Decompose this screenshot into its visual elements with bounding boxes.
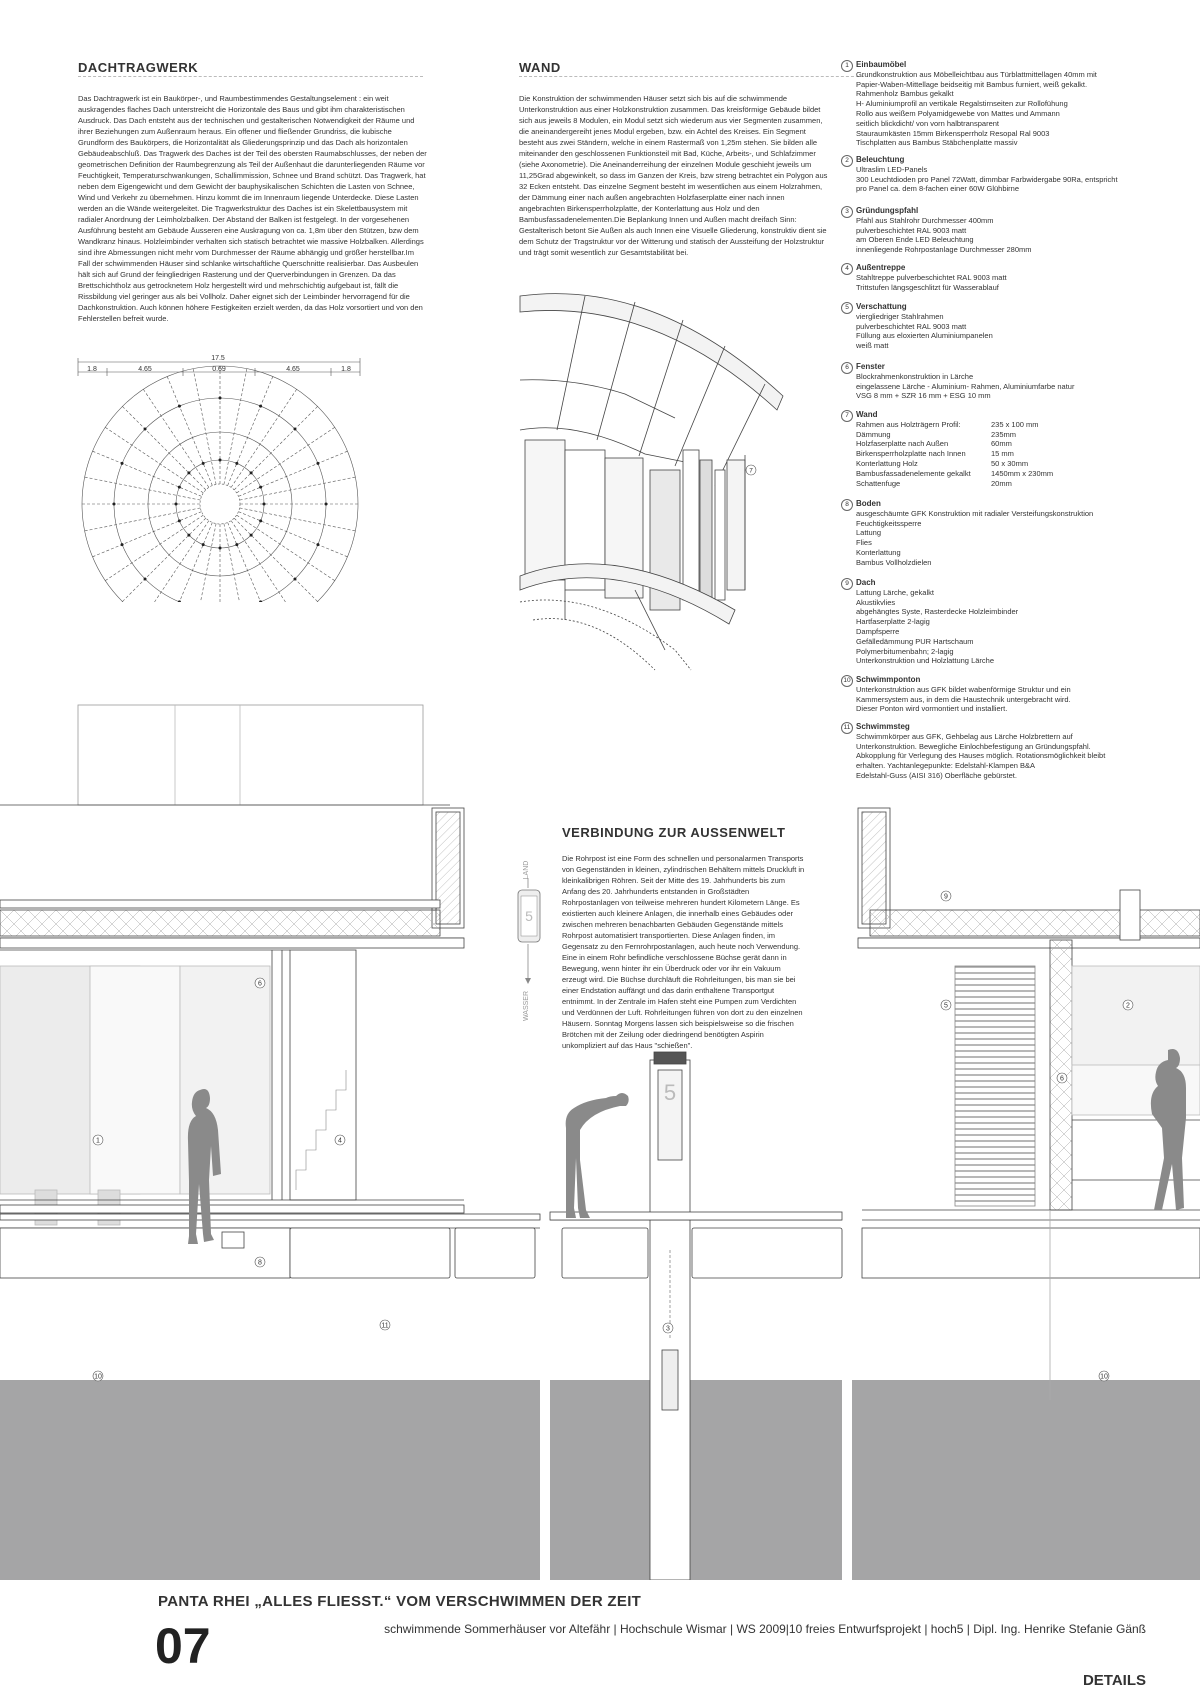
legend-number: 6 xyxy=(841,362,853,374)
label-6-right: 6 xyxy=(1060,1075,1064,1083)
dim-seg-3: 0.69 xyxy=(212,366,226,373)
legend-number: 8 xyxy=(841,499,853,511)
footer-title: PANTA RHEI „ALLES FLIESST.“ VOM VERSCHWIMMEN DER ZEIT xyxy=(158,1593,642,1610)
legend-item xyxy=(845,410,1156,488)
legend-line: Rollo aus weißem Polyamidgewebe von Mattes und Ammann xyxy=(856,108,1060,118)
dim-seg-2: 4.65 xyxy=(138,366,152,373)
legend-line: Polymerbitumenbahn; 2-lagig xyxy=(856,646,954,656)
dim-seg-5: 1.8 xyxy=(341,366,351,373)
legend-row-value: 15 mm xyxy=(991,449,1014,459)
legend-number: 9 xyxy=(841,578,853,590)
legend-title: Wand xyxy=(856,410,878,419)
legend-row-key: Birkensperrholzplatte nach Innen xyxy=(856,449,966,459)
land-label: LAND xyxy=(523,860,530,880)
legend-title: Schwimmsteg xyxy=(856,722,910,731)
legend-row xyxy=(856,430,1156,440)
legend-title: Fenster xyxy=(856,362,885,371)
axo-label-7: 7 xyxy=(749,467,753,475)
legend-number: 11 xyxy=(841,722,853,734)
legend-line: Dieser Ponton wird vormontiert und installiert. xyxy=(856,704,1008,714)
legend-line: Unterkonstruktion und Holzlattung Lärche xyxy=(856,656,994,666)
legend-line: Schwimmkörper aus GFK, Gehbelag aus Lärche Holzbrettern auf xyxy=(856,731,1073,741)
dachtragwerk-heading: DACHTRAGWERK xyxy=(78,60,199,75)
legend-row xyxy=(856,439,1156,449)
legend-line: Trittstufen längsgeschlitzt für Wasserablauf xyxy=(856,282,999,292)
roof-plan-diagram xyxy=(70,352,370,602)
legend-item xyxy=(845,263,1156,292)
legend-number: 10 xyxy=(841,675,853,687)
label-11: 11 xyxy=(381,1322,389,1330)
legend-line: VSG 8 mm + SZR 16 mm + ESG 10 mm xyxy=(856,391,991,401)
legend-row-value: 1450mm x 230mm xyxy=(991,468,1054,478)
legend-line: Lattung Lärche, gekalkt xyxy=(856,587,934,597)
label-3: 3 xyxy=(666,1325,670,1333)
page-number: 07 xyxy=(155,1618,211,1674)
legend-line: Füllung aus eloxierten Aluminiumpanelen xyxy=(856,331,993,341)
label-10-left: 10 xyxy=(94,1373,102,1381)
legend-title: Boden xyxy=(856,499,881,508)
legend-title: Beleuchtung xyxy=(856,155,905,164)
legend-row-value: 60mm xyxy=(991,439,1012,449)
legend-item xyxy=(845,578,1156,666)
legend-line: Akustikvlies xyxy=(856,597,896,607)
verbindung-heading: VERBINDUNG ZUR AUSSENWELT xyxy=(562,825,786,840)
legend-line: Grundkonstruktion aus Möbelleichtbau aus Türblattmittellagen 40mm mit xyxy=(856,69,1097,79)
label-5: 5 xyxy=(944,1002,948,1010)
legend-row-key: Holzfaserplatte nach Außen xyxy=(856,439,949,449)
section-drawing xyxy=(0,700,1200,1580)
water-area xyxy=(0,1380,1200,1580)
legend-row xyxy=(856,420,1156,430)
legend-row xyxy=(856,469,1156,479)
legend-title: Gründungspfahl xyxy=(856,206,919,215)
legend-line: H- Aluminiumprofil an vertikale Regalstirnseiten zur Rollofühung xyxy=(856,99,1068,109)
legend-line: abgehängtes Syste, Rasterdecke Holzleimbinder xyxy=(856,607,1019,617)
legend-line: Feuchtigkeitssperre xyxy=(856,518,922,528)
legend-row xyxy=(856,459,1156,469)
legend-number: 4 xyxy=(841,263,853,275)
legend-number: 2 xyxy=(841,155,853,167)
legend-row-value: 235mm xyxy=(991,429,1017,439)
wand-heading: WAND xyxy=(519,60,561,75)
legend-row-value: 50 x 30mm xyxy=(991,458,1029,468)
dachtragwerk-text: Das Dachtragwerk ist ein Baukörper-, und Raumbestimmendes Gestaltungselement : ein weit auskragendes flaches Dach unterstreicht die Horizontale des Baus und gibt ihm charakteristischen Ausdruck. Das Dach entsteht aus der technischen und gestalterischen Notwendigkeit der Räume und ihrer Beziehungen zum Außenraum heraus. Ein offener und fließender Grundriss, die kubische Grundform des Baukörpers, die Horizontalität als Gliederungsprinzip und das Dach als horizontalen Gebäudeabschluß. Das Tragwerk des Daches ist der Teil des obersten Raumabschlusses, der neben der geometrischen Definition der Raumbegrenzung als Teil der Außenhaut die darunterliegenden Räume vor Feuchtigkeit, Temperaturschwankungen, Schallimmission, Schnee und Brand schützt. Das Tragwerk, hat neben dem Eigengewicht und dem Gewicht der bauphysikalischen Schichten die Lasten von Schnee, Wind und Verkehr zu übernehmen. Hinzu kommt die im Innenraum liegende Unterdecke. Diese Lasten werden an die Wände weitergeleitet. Die Tragwerkstruktur des Daches ist ein Skelettbausystem mit radialer Anordnung der Leimholzbalken. Der Abstand der Balken ist festgelegt. In der vorgesehenen Ausführung besteht am Gebäude Äusseren eine Auskragung von ca. 1,8m über den Stützen, bzw dem Wandkranz hinaus. Holzleimbinder verhalten sich statisch betrachtet wie massive Holzbalken. Allerdings sind ihre Abmessungen nicht mehr vom Durchmesser der Räume abhängig und größer herstellbar.Im Fall der schwimmenden Häuser sind schlanke wirtschaftliche Querschnitte realisierbar. Das Ausbeulen hält sich auf Grund der feingliedrigen Rasterung und der Querverbindungen in Grenzen. Da das Brettschichtholz aus getrocknetem Holz hergestellt wird und mehrschichtig aufgebaut ist, fällt die Rissbildung viel geringer aus als bei Vollholz. Daher eignet sich der Leimbinder hervorragend für die Dachkonstruktion. Auch können höhere Festigkeiten erzielt werden, da das Holz vorsortiert und von den Fehlerstellen befreit wurde. xyxy=(78,94,427,323)
heading-rule xyxy=(519,76,864,77)
dim-seg-1: 1.8 xyxy=(87,366,97,373)
legend-line: pro Panel ca. dem 8-fachen einer 60W Glühbirne xyxy=(856,184,1020,194)
legend-title: Schwimmponton xyxy=(856,675,921,684)
legend-row xyxy=(856,479,1156,489)
legend-row-key: Konterlattung Holz xyxy=(856,458,918,468)
legend-title: Einbaumöbel xyxy=(856,60,907,69)
legend-item xyxy=(845,155,1156,194)
label-6-left: 6 xyxy=(258,980,262,988)
dim-seg-4: 4.65 xyxy=(286,366,300,373)
person-silhouette xyxy=(1151,1049,1186,1210)
person-silhouette xyxy=(566,1093,629,1218)
legend-line: Gefälledämmung PUR Hartschaum xyxy=(856,636,974,646)
legend-line: Stahltreppe pulverbeschichtet RAL 9003 matt xyxy=(856,272,1007,282)
legend-line: innenliegende Rohrpostanlage Durchmesser 280mm xyxy=(856,245,1032,255)
legend-line: Edelstahl-Guss (AISI 316) Oberfläche gebürstet. xyxy=(856,770,1017,780)
legend-line: Unterkonstruktion aus GFK bildet wabenförmige Struktur und ein xyxy=(856,684,1071,694)
legend-item xyxy=(845,60,1156,148)
legend-line: 300 Leuchtdioden pro Panel 72Watt, dimmbar Farbwidergabe 90Ra, entspricht xyxy=(856,174,1118,184)
legend-line: viergliedriger Stahlrahmen xyxy=(856,311,944,321)
legend-line: Pfahl aus Stahlrohr Durchmesser 400mm xyxy=(856,215,994,225)
legend-line: Abkopplung für Verlegung des Hauses möglich. Rotationsmöglichkeit bleibt xyxy=(856,751,1106,761)
legend-row-key: Bambusfassadenelemente gekalkt xyxy=(856,468,971,478)
legend-title: Verschattung xyxy=(856,302,907,311)
legend-line: pulverbeschichtet RAL 9003 matt xyxy=(856,225,967,235)
heading-rule xyxy=(78,76,423,77)
wand-text: Die Konstruktion der schwimmenden Häuser setzt sich bis auf die schwimmende Unterkonstruktion aus einer Holzkonstruktion zusammen. Das kreisförmige Gebäude bildet sich aus jeweils 8 Modulen, ein Modul setzt sich wiederum aus vier Segmenten zusammen, die aneinandergereiht jenes Modul ergeben, bzw. ein Achtel des Kreises. Ein Segment besteht aus zwei Ständern, welche in einem Rastermaß von 1,25m stehen. Sie bilden alle miteinander den geschlossenen Funktionsteil mit Bad, Küche, Arbeits-, und Schlafzimmer (siehe Axonometrie). Die Aneinanderreihung der einzelnen Module geschieht jeweils um 11,25Grad abgewinkelt, so dass im Ganzen der Kreis, bzw streng betrachtet ein Polygon aus 32 Ecken entsteht. Das einzelne Segment besteht im wesentlichen aus einem Holzrahmen, der Dämmung einer nach außen angebrachten Holzfaserplatte einer nach innen angebrachten Birkensperrholzplatte, der Konterlattung aus Holz und den Bambusfassadenelementen.Die Beplankung Innen und Außen macht dreifach Sinn: Gestalterisch betont Sie Außen als auch Innen eine Visuelle Gliederung, konstruktiv dient sie dem Schutz der Tragstruktur vor der Witterung und statisch der Aussteifung der Holzstruktur und trägt somit wesentlich zur Gesamtstabilität bei. xyxy=(519,94,828,257)
legend-line: eingelassene Lärche - Aluminium- Rahmen, Aluminiumfarbe natur xyxy=(856,381,1075,391)
legend-number: 1 xyxy=(841,60,853,72)
legend-line: Tischplatten aus Bambus Stäbchenplatte massiv xyxy=(856,138,1018,148)
legend-line: Rahmenholz Bambus gekalkt xyxy=(856,89,954,99)
legend-row-key: Rahmen aus Holzträgern Profil: xyxy=(856,419,961,429)
legend-line: Papier-Waben-Mittellage beidseitig mit Bambus furniert, weiß gekalkt. xyxy=(856,79,1088,89)
wall-axonometry xyxy=(515,290,795,680)
legend-line: erhalten. Yachtanlegepunkte: Edelstahl-Klampen B&A xyxy=(856,761,1036,771)
legend-number: 7 xyxy=(841,410,853,422)
legend-line: Lattung xyxy=(856,528,882,538)
legend-row-value: 20mm xyxy=(991,478,1012,488)
legend-row-key: Dämmung xyxy=(856,429,891,439)
wasser-label: WASSER xyxy=(523,990,530,1022)
label-1: 1 xyxy=(96,1137,100,1145)
label-10-right: 10 xyxy=(1100,1373,1108,1381)
legend-line: pulverbeschichtet RAL 9003 matt xyxy=(856,321,967,331)
label-8: 8 xyxy=(258,1259,262,1267)
legend-item xyxy=(845,206,1156,255)
pillar-number: 5 xyxy=(663,1080,677,1105)
legend-line: Bambus Vollholzdielen xyxy=(856,557,932,567)
legend-row xyxy=(856,449,1156,459)
legend-item xyxy=(845,499,1156,568)
legend-title: Dach xyxy=(856,578,876,587)
legend-line: Unterkonstruktion. Bewegliche Einlochbefestigung an Gründungspfahl. xyxy=(856,741,1091,751)
legend-line: Stauraumkästen 15mm Birkensperrholz Resopal Ral 9003 xyxy=(856,128,1050,138)
legend-row-key: Schattenfuge xyxy=(856,478,901,488)
legend-number: 5 xyxy=(841,302,853,314)
roof-radial-grid xyxy=(82,366,358,602)
legend-row-value: 235 x 100 mm xyxy=(991,419,1039,429)
section-name: DETAILS xyxy=(1082,1672,1146,1689)
legend-line: ausgeschäumte GFK Konstruktion mit radialer Versteifungskonstruktion xyxy=(856,508,1094,518)
legend-line: Blockrahmenkonstruktion in Lärche xyxy=(856,371,974,381)
legend-line: Kammersystem aus, in dem die Haustechnik untergebracht wird. xyxy=(856,694,1071,704)
verbindung-text: Die Rohrpost ist eine Form des schnellen und personalarmen Transports von Gegenständen in kleinen, zylindrischen Behältern mittels Druckluft in kleinkalibrigen Röhren. Seit der Mitte des 19. Jahrhunderts bis zum Anfang des 20. Jahrhunderts entstanden in Großstädten Rohrpostanlagen von teilweise mehreren hundert Kilometern Länge. Es existierten auch kleinere Anlagen, die innerhalb eines Gebäudes oder zwischen mehreren benachbarten Gebäuden Gegenstände mittels Rohrpost automatisiert transportierten. Diese Anlagen finden, im Gegensatz zu den Fernrohrpostanlagen, auch heute noch Verwendung. Eine in einem Rohr befindliche verschlossene Büchse gerät dann in Bewegung, wenn hinter ihr ein Überdruck oder vor ihr ein Vakuum erzeugt wird. Die Büchse durchläuft die Rohrleitungen, bis man sie bei einer Endstation auffängt und das darin enthaltene Transportgut entnimmt. In der Zentrale im Hafen steht eine Pumpen zum Verdichten und Verdünnen der Luft. Rohrleitungen führen von dort zu den einzelnen Häusern. Sonntag Morgens lassen sich beispielsweise so die frischen Brötchen mit der Zeilung oder diedringend benötigten Aspirin unkompliziert auf das Haus "schießen". xyxy=(562,854,805,1050)
legend-title: Außentreppe xyxy=(856,263,906,272)
legend-line: Ultraslim LED-Panels xyxy=(856,164,928,174)
legend-line: Dampfsperre xyxy=(856,626,900,636)
legend-line: Hartfaserplatte 2-lagig xyxy=(856,617,930,627)
legend-line: weiß matt xyxy=(856,341,889,351)
legend-item xyxy=(845,362,1156,401)
label-2: 2 xyxy=(1126,1002,1130,1010)
label-9: 9 xyxy=(944,893,948,901)
legend-number: 3 xyxy=(841,206,853,218)
footer-subtitle: schwimmende Sommerhäuser vor Altefähr | Hochschule Wismar | WS 2009|10 freies Entwurfsprojekt | hoch5 | Dipl. Ing. Henrike Stefanie Gänß xyxy=(384,1622,1146,1636)
legend-line: Konterlattung xyxy=(856,547,901,557)
dim-total: 17.5 xyxy=(211,355,225,362)
legend-line: seitlich blickdicht/ von vorn halbtransparent xyxy=(856,118,999,128)
legend-item xyxy=(845,302,1156,351)
label-4: 4 xyxy=(338,1137,342,1145)
capsule-number: 5 xyxy=(525,908,533,924)
legend-line: am Oberen Ende LED Beleuchtung xyxy=(856,235,974,245)
legend-line: Flies xyxy=(856,538,872,548)
